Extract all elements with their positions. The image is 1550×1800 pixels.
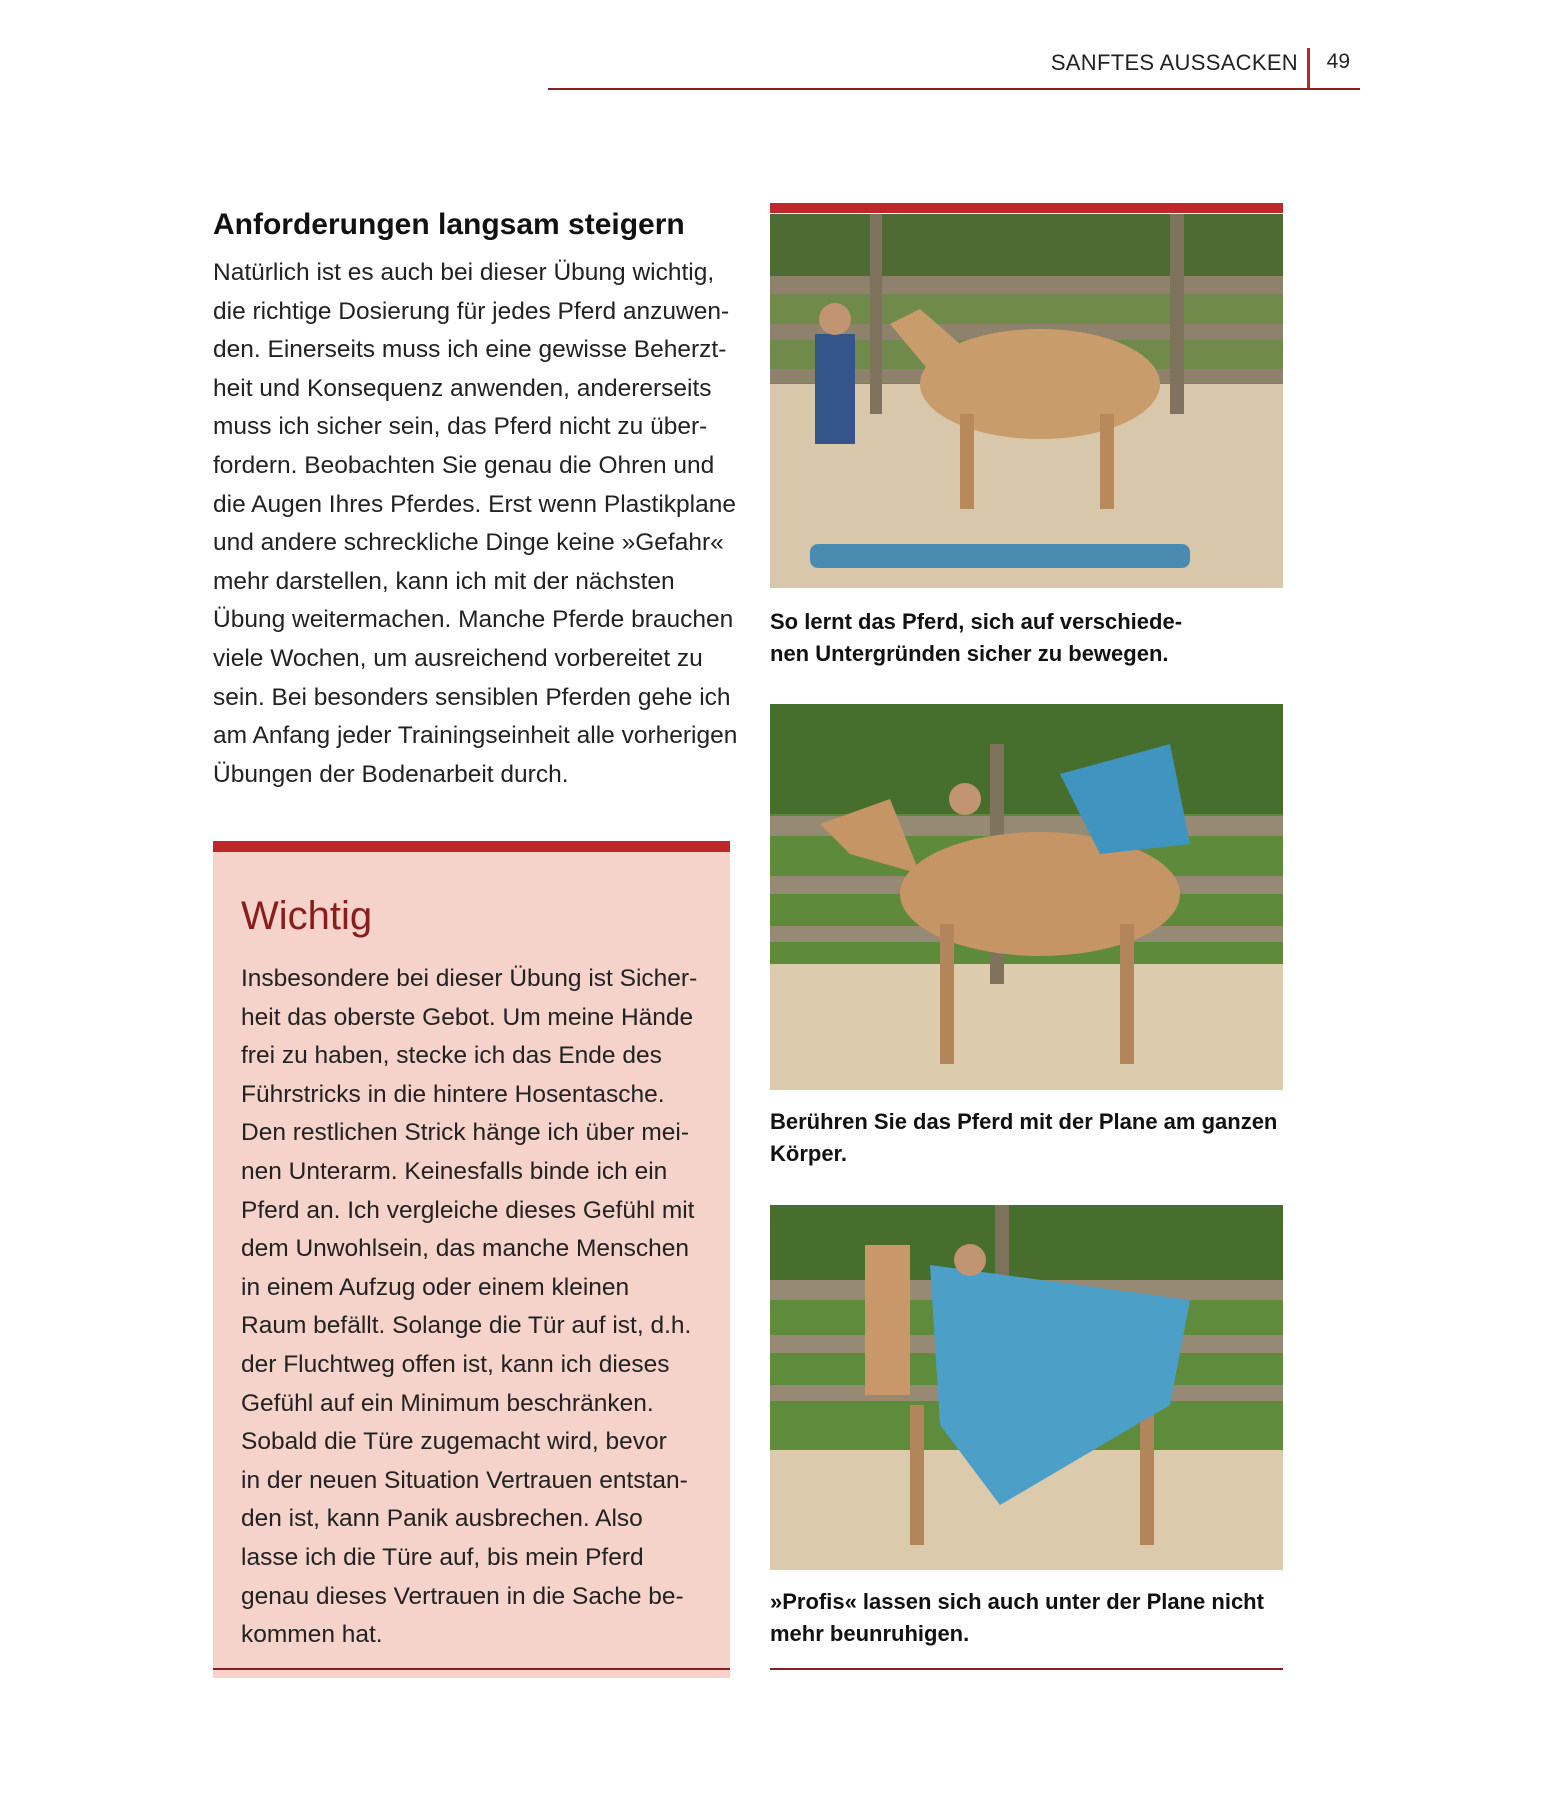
box-line: nen Unterarm. Keinesfalls binde ich ein: [241, 1157, 668, 1185]
body-line: sein. Bei besonders sensiblen Pferden gehe ich: [213, 683, 731, 711]
caption-line: »Profis« lassen sich auch unter der Plane nicht: [770, 1589, 1264, 1614]
header-rule: [548, 88, 1360, 90]
body-paragraph: [213, 254, 743, 794]
body-line: den. Einerseits muss ich eine gewisse Beherzt-: [213, 336, 727, 364]
caption-line: Berühren Sie das Pferd mit der Plane am ganzen: [770, 1109, 1278, 1134]
photo-2-caption: [770, 1106, 1283, 1170]
box-line: heit das oberste Gebot. Um meine Hände: [241, 1003, 694, 1031]
box-line: frei zu haben, stecke ich das Ende des: [241, 1042, 662, 1070]
chapter-title: SANFTES AUSSACKEN: [1050, 50, 1298, 75]
info-box-wichtig: [213, 841, 730, 1678]
body-line: Übung weitermachen. Manche Pferde brauchen: [213, 606, 734, 634]
photo-touching-horse-with-tarp: [770, 704, 1283, 1090]
info-box-text: [241, 960, 711, 1655]
body-line: Natürlich ist es auch bei dieser Übung wichtig,: [213, 259, 715, 286]
box-line: lasse ich die Türe auf, bis mein Pferd: [241, 1543, 644, 1571]
running-header: [548, 44, 1360, 90]
box-line: in der neuen Situation Vertrauen entstan-: [241, 1466, 688, 1494]
body-line: am Anfang jeder Trainingseinheit alle vorherigen: [213, 722, 738, 750]
caption-line: nen Untergründen sicher zu bewegen.: [770, 641, 1169, 666]
box-line: dem Unwohlsein, das manche Menschen: [241, 1235, 690, 1263]
caption-line: mehr beunruhigen.: [770, 1621, 970, 1646]
box-line: Gefühl auf ein Minimum beschränken.: [241, 1389, 654, 1417]
body-line: viele Wochen, um ausreichend vorbereitet zu: [213, 644, 703, 672]
photo-horse-walking-over-tarp: [770, 214, 1283, 588]
body-line: die richtige Dosierung für jedes Pferd anzuwen-: [213, 297, 730, 325]
body-line: Übungen der Bodenarbeit durch.: [213, 760, 569, 788]
page-number: 49: [1326, 50, 1350, 73]
body-line: mehr darstellen, kann ich mit der nächsten: [213, 567, 675, 595]
body-line: fordern. Beobachten Sie genau die Ohren und: [213, 451, 715, 479]
photo-horse-under-tarp: [770, 1205, 1283, 1570]
box-line: genau dieses Vertrauen in die Sache be-: [241, 1582, 684, 1610]
info-box-bottom-rule: [213, 1668, 730, 1670]
box-line: Sobald die Türe zugemacht wird, bevor: [241, 1428, 667, 1456]
box-line: Den restlichen Strick hänge ich über mei-: [241, 1119, 690, 1147]
body-line: muss ich sicher sein, das Pferd nicht zu über-: [213, 413, 708, 441]
photo-column-top-bar: [770, 203, 1283, 213]
header-separator: [1307, 48, 1310, 88]
box-line: Raum befällt. Solange die Tür auf ist, d.h.: [241, 1312, 692, 1340]
caption-line: Körper.: [770, 1141, 848, 1166]
box-line: Insbesondere bei dieser Übung ist Sicher-: [241, 965, 698, 992]
section-heading: Anforderungen langsam steigern: [213, 208, 685, 241]
box-line: Pferd an. Ich vergleiche dieses Gefühl mit: [241, 1196, 695, 1224]
body-line: die Augen Ihres Pferdes. Erst wenn Plastikplane: [213, 490, 736, 518]
box-line: Führstricks in die hintere Hosentasche.: [241, 1080, 665, 1108]
body-line: und andere schreckliche Dinge keine »Gefahr«: [213, 529, 724, 557]
photo-1-caption: [770, 606, 1283, 670]
box-line: kommen hat.: [241, 1621, 383, 1649]
caption-line: So lernt das Pferd, sich auf verschiede-: [770, 609, 1183, 634]
photo-column-bottom-rule: [770, 1668, 1283, 1670]
box-line: der Fluchtweg offen ist, kann ich dieses: [241, 1350, 670, 1378]
photo-3-caption: [770, 1586, 1283, 1650]
box-line: in einem Aufzug oder einem kleinen: [241, 1273, 630, 1301]
info-box-title: Wichtig: [241, 894, 373, 938]
body-line: heit und Konsequenz anwenden, andererseits: [213, 374, 712, 402]
box-line: den ist, kann Panik ausbrechen. Also: [241, 1505, 643, 1533]
